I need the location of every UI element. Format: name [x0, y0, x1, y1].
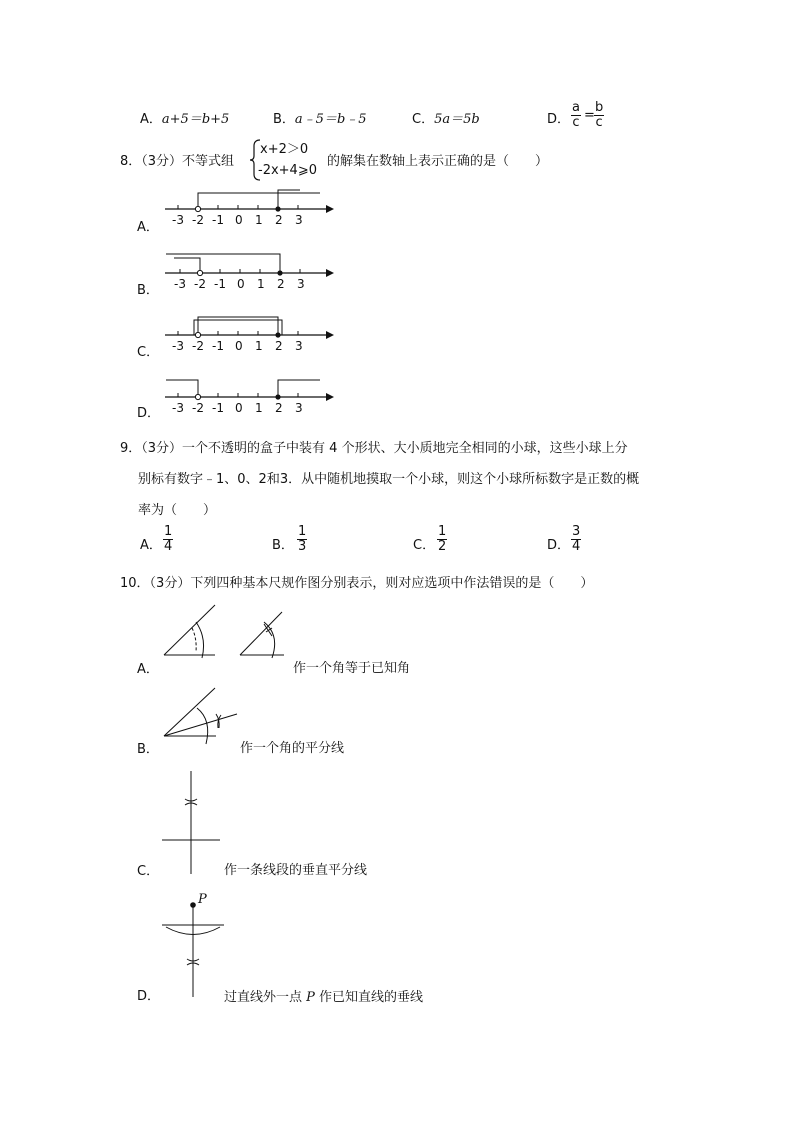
point-p-dot: [190, 902, 196, 908]
q8-c-tick-label: 0: [235, 339, 243, 353]
q10-option-c-figure: [160, 768, 230, 878]
q8-d-tick-label: 2: [275, 401, 283, 415]
q9-option-a-letter: A．: [140, 538, 162, 553]
q10-option-d-caption: [224, 986, 423, 1005]
q10-option-d-point-label: P: [198, 892, 207, 907]
q8-b-tick-label: 3: [297, 277, 305, 291]
q8-option-c-letter: C．: [137, 345, 160, 360]
q10-option-a-caption: 作一个角等于已知角: [293, 661, 411, 676]
q8-b-tick-label: -3: [174, 277, 186, 291]
q8-a-tick-label: 3: [295, 213, 303, 227]
q8-option-c-number-line: [160, 314, 340, 356]
q8-b-tick-label: -1: [214, 277, 226, 291]
q8-d-tick-label: 0: [235, 401, 243, 415]
q7-d-den2: c: [595, 115, 603, 130]
q8-a-tick-label: -3: [172, 213, 184, 227]
q8-ineq2: -2x+4⩾0: [258, 163, 317, 178]
q8-c-tick-label: -2: [192, 339, 204, 353]
q7-option-d-eq: =: [584, 108, 595, 123]
q7-option-c-letter: C．: [412, 112, 435, 127]
q8-b-tick-label: 2: [277, 277, 285, 291]
q7-d-num1: a: [572, 100, 580, 115]
q7-option-a-expr: a+5＝b+5: [161, 112, 230, 127]
q7-option-b: [273, 108, 367, 127]
q10-option-d-letter: D．: [137, 989, 161, 1004]
q9-line-2: 别标有数字﹣1、0、2和3．从中随机地摸取一个小球，则这个小球所标数字是正数的概: [138, 472, 640, 487]
q8-c-tick-label: -3: [172, 339, 184, 353]
q9-b-den: 3: [298, 539, 307, 554]
q7-option-c: [412, 108, 480, 127]
q8-option-a-number-line: [160, 188, 340, 230]
q9-option-c-frac: [437, 525, 447, 554]
q8-a-tick-label: -1: [212, 213, 224, 227]
q8-stem-after: 的解集在数轴上表示正确的是（ ）: [327, 154, 549, 169]
q8-a-tick-label: 2: [275, 213, 283, 227]
q9-option-b-letter: B．: [272, 538, 294, 553]
q9-option-d-letter: D．: [547, 538, 571, 553]
q7-d-den1: c: [572, 115, 580, 130]
q8-stem-before: 8．（3分）不等式组: [120, 154, 235, 169]
q9-c-den: 2: [438, 539, 447, 554]
q9-option-c-letter: C．: [413, 538, 436, 553]
q8-option-a-letter: A．: [137, 220, 159, 235]
q8-ineq1: x+2＞0: [260, 142, 309, 157]
q8-b-tick-label: 1: [257, 277, 265, 291]
q7-option-c-expr: 5a＝5b: [434, 112, 480, 127]
q7-option-b-letter: B．: [273, 112, 295, 127]
q8-b-tick-label: 0: [237, 277, 245, 291]
q10-option-a-letter: A．: [137, 662, 159, 677]
q10-option-c-letter: C．: [137, 864, 160, 879]
q8-c-tick-label: 1: [255, 339, 263, 353]
q8-a-tick-label: 1: [255, 213, 263, 227]
q7-option-d-letter: D．: [547, 112, 571, 127]
q7-option-a-letter: A．: [140, 112, 162, 127]
q9-line-3: 率为（ ）: [138, 503, 217, 518]
q8-d-tick-label: 3: [295, 401, 303, 415]
q8-option-d-letter: D．: [137, 406, 161, 421]
q9-a-den: 4: [164, 539, 173, 554]
q8-option-d-number-line: [160, 376, 340, 418]
q9-option-a-frac: [163, 525, 173, 554]
q7-d-num2: b: [595, 100, 604, 115]
q8-a-tick-label: -2: [192, 213, 204, 227]
q10-option-d-figure: [160, 892, 230, 1000]
q7-option-d-frac1: [571, 101, 581, 130]
q8-b-tick-label: -2: [194, 277, 206, 291]
q9-line-1: 9．（3分）一个不透明的盒子中装有 4 个形状、大小质地完全相同的小球，这些小球上分: [120, 441, 628, 456]
q10-option-b-caption: 作一个角的平分线: [240, 741, 345, 756]
q9-option-b-frac: [297, 525, 307, 554]
q8-d-tick-label: -1: [212, 401, 224, 415]
q10-option-c-caption: 作一条线段的垂直平分线: [224, 863, 368, 878]
q10-d-caption-pre: 过直线外一点: [224, 990, 307, 1005]
q10-option-b-figure: [160, 684, 250, 749]
q8-d-tick-label: -2: [192, 401, 204, 415]
q8-a-tick-label: 0: [235, 213, 243, 227]
q9-option-d-frac: [571, 525, 581, 554]
q10-d-caption-post: 作已知直线的垂线: [314, 990, 424, 1005]
q10-option-a-figure: [160, 600, 300, 665]
q8-c-tick-label: 3: [295, 339, 303, 353]
q9-d-num: 3: [572, 524, 581, 539]
q9-d-den: 4: [572, 539, 581, 554]
q7-option-d-frac2: [594, 101, 604, 130]
q9-a-num: 1: [164, 524, 173, 539]
q9-c-num: 1: [438, 524, 447, 539]
q8-c-tick-label: 2: [275, 339, 283, 353]
q7-option-a: [140, 108, 229, 127]
q10-option-b-letter: B．: [137, 742, 159, 757]
q8-d-tick-label: 1: [255, 401, 263, 415]
q8-d-tick-label: -3: [172, 401, 184, 415]
q8-option-b-letter: B．: [137, 283, 159, 298]
q8-c-tick-label: -1: [212, 339, 224, 353]
q8-option-b-number-line: [160, 252, 340, 294]
q10-stem: 10．（3分）下列四种基本尺规作图分别表示，则对应选项中作法错误的是（ ）: [120, 576, 594, 591]
q9-b-num: 1: [298, 524, 307, 539]
q7-option-b-expr: a﹣5＝b﹣5: [294, 112, 367, 127]
q10-d-caption-point: P: [306, 990, 315, 1005]
